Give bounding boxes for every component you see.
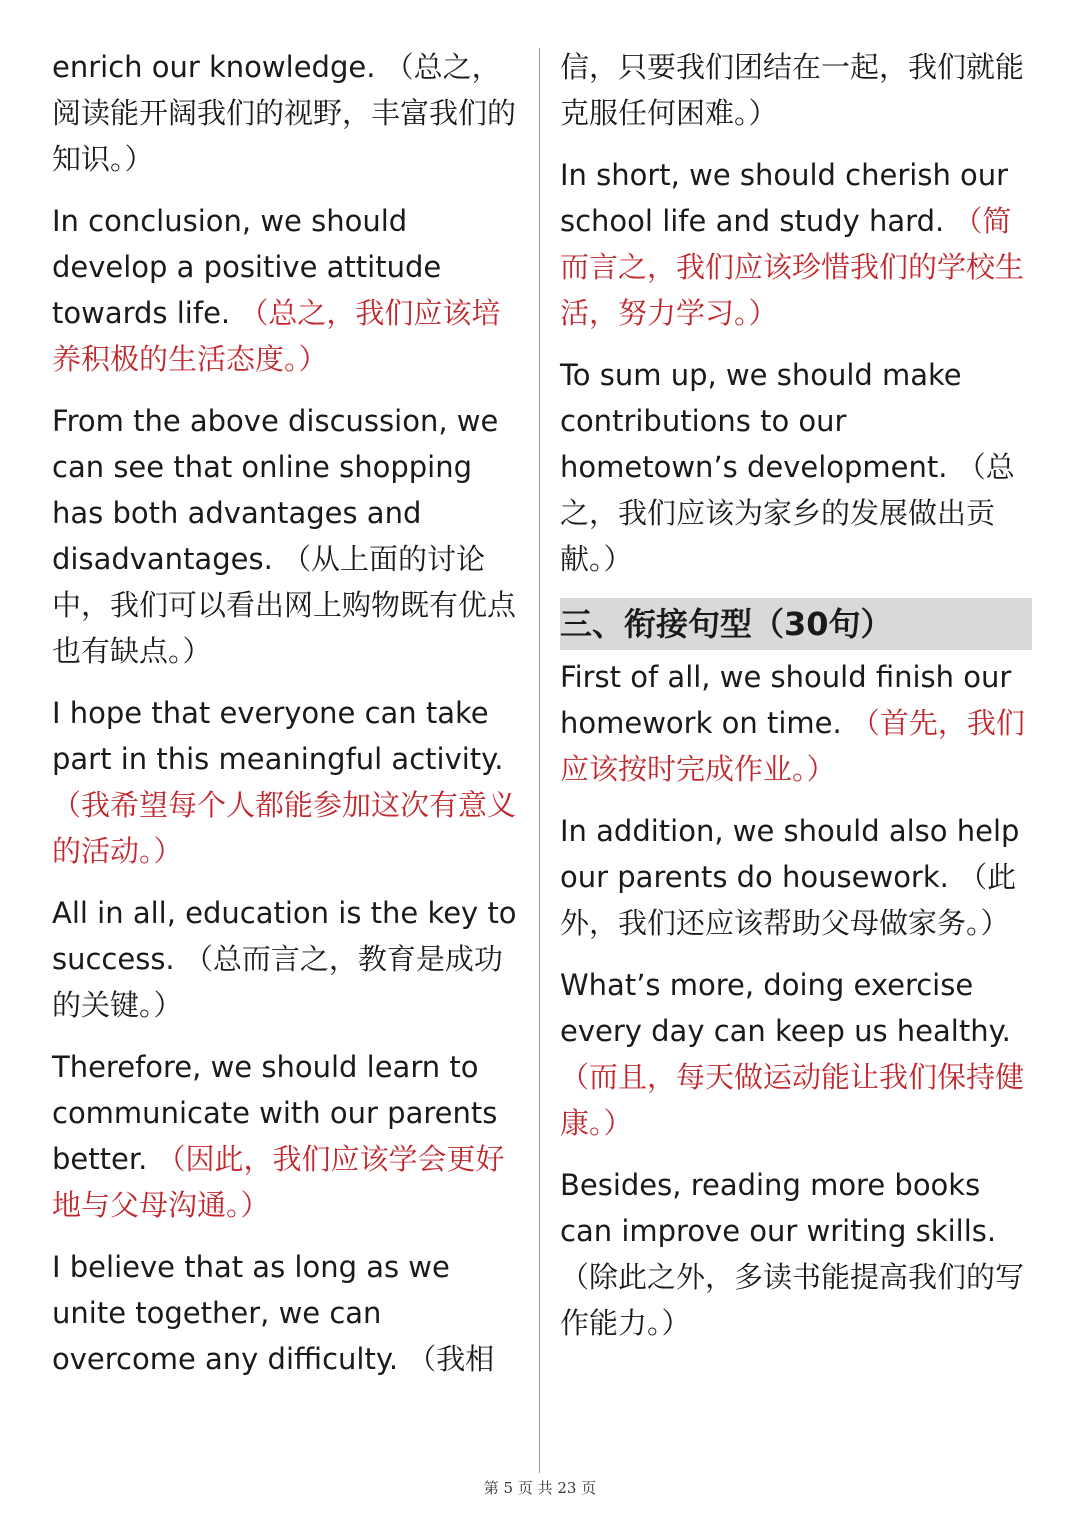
sentence-chinese: （我相	[407, 1342, 495, 1376]
sentence-item	[560, 1162, 1032, 1346]
sentence-chinese: （总之，我们应该为家乡的发展做出贡献。）	[560, 450, 1015, 576]
sentence-item	[560, 962, 1032, 1146]
sentence-item	[560, 808, 1032, 946]
sentence-english: What’s more, doing exercise every day can keep us healthy.	[560, 968, 1011, 1048]
sentence-chinese: （因此，我们应该学会更好地与父母沟通。）	[52, 1142, 505, 1222]
sentence-item	[560, 654, 1032, 792]
sentence-chinese: （除此之外，多读书能提高我们的写作能力。）	[560, 1260, 1025, 1340]
sentence-item	[52, 198, 522, 382]
sentence-english: From the above discussion, we can see that online shopping has both advantages and disadvantages.	[52, 404, 499, 576]
sentence-chinese: （首先，我们应该按时完成作业。）	[560, 706, 1025, 786]
sentence-english: In short, we should cherish our school life and study hard.	[560, 158, 1009, 238]
sentence-english: Besides, reading more books can improve our writing skills.	[560, 1168, 997, 1248]
sentence-chinese: （此外，我们还应该帮助父母做家务。）	[560, 860, 1017, 940]
right-column	[560, 44, 1032, 1362]
sentence-item	[52, 44, 522, 182]
sentence-item	[560, 352, 1032, 582]
sentence-item	[52, 690, 522, 874]
sentence-item	[52, 398, 522, 674]
sentence-chinese: （从上面的讨论中，我们可以看出网上购物既有优点也有缺点。）	[52, 542, 517, 668]
sentence-english: Therefore, we should learn to communicate with our parents better.	[52, 1050, 498, 1176]
sentence-item	[560, 152, 1032, 336]
sentence-english: I believe that as long as we unite together, we can overcome any difficulty.	[52, 1250, 450, 1376]
sentence-chinese: （总之，阅读能开阔我们的视野，丰富我们的知识。）	[52, 50, 517, 176]
sentence-item	[52, 890, 522, 1028]
sentence-chinese: 信，只要我们团结在一起，我们就能克服任何困难。）	[560, 50, 1025, 130]
sentence-chinese: （总而言之，教育是成功的关键。）	[52, 942, 503, 1022]
sentence-english: In conclusion, we should develop a positive attitude towards life.	[52, 204, 442, 330]
sentence-english: I hope that everyone can take part in this meaningful activity.	[52, 696, 504, 776]
left-column	[52, 44, 522, 1398]
sentence-english: First of all, we should finish our homework on time.	[560, 660, 1012, 740]
sentence-item	[52, 1044, 522, 1228]
page-footer: 第 5 页 共 23 页	[483, 1479, 597, 1497]
sentence-item	[52, 1244, 522, 1382]
sentence-english: All in all, education is the key to success.	[52, 896, 517, 976]
section-heading: 三、衔接句型（30句）	[560, 598, 1032, 650]
sentence-chinese: （我希望每个人都能参加这次有意义的活动。）	[52, 788, 517, 868]
sentence-english: In addition, we should also help our parents do housework.	[560, 814, 1020, 894]
sentence-english: To sum up, we should make contributions to our hometown’s development.	[560, 358, 962, 484]
sentence-chinese: （总之，我们应该培养积极的生活态度。）	[52, 296, 501, 376]
sentence-chinese: （简而言之，我们应该珍惜我们的学校生活，努力学习。）	[560, 204, 1025, 330]
sentence-chinese: （而且，每天做运动能让我们保持健康。）	[560, 1060, 1025, 1140]
sentence-english: enrich our knowledge.	[52, 50, 385, 84]
column-divider	[539, 48, 540, 1473]
sentence-item	[560, 44, 1032, 136]
